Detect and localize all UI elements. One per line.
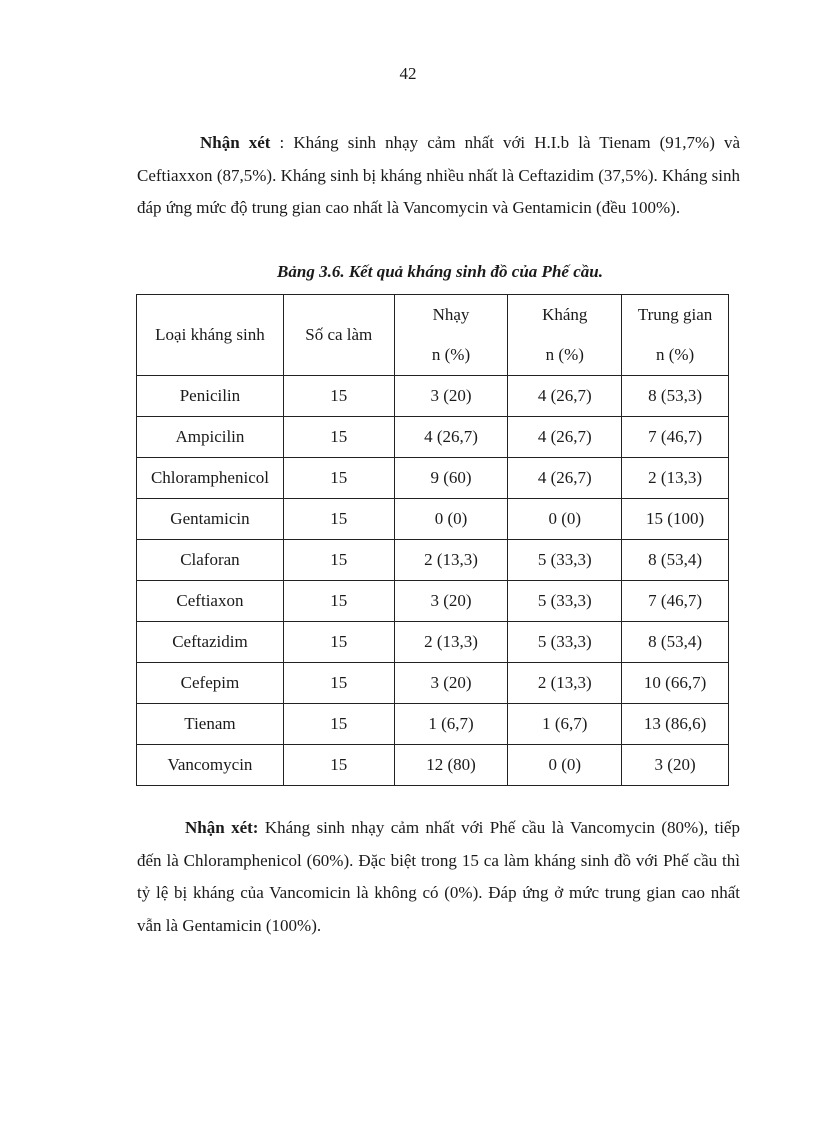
remark-text: : Kháng sinh nhạy cảm nhất với H.I.b là Tienam (91,7%) và Ceftiaxxon (87,5%). Kháng sinh bị kháng nhiều nhất là Ceftazidim (37,5%). Kháng sinh đáp ứng mức độ trung gian cao nhất là Vancomycin và Gentamicin (đều 100%). xyxy=(137,133,740,217)
cell-case-count: 15 xyxy=(283,704,394,745)
cell-resistant: 5 (33,3) xyxy=(508,581,622,622)
cell-intermediate: 8 (53,4) xyxy=(622,622,729,663)
cell-resistant: 0 (0) xyxy=(508,499,622,540)
cell-sensitive: 3 (20) xyxy=(394,663,508,704)
header-antibiotic: Loại kháng sinh xyxy=(137,295,284,376)
cell-case-count: 15 xyxy=(283,499,394,540)
cell-sensitive: 9 (60) xyxy=(394,458,508,499)
cell-sensitive: 3 (20) xyxy=(394,581,508,622)
table-row xyxy=(137,376,729,417)
cell-sensitive: 4 (26,7) xyxy=(394,417,508,458)
cell-antibiotic: Cefepim xyxy=(137,663,284,704)
cell-case-count: 15 xyxy=(283,540,394,581)
cell-antibiotic: Tienam xyxy=(137,704,284,745)
cell-intermediate: 8 (53,4) xyxy=(622,540,729,581)
cell-resistant: 4 (26,7) xyxy=(508,417,622,458)
remark-label: Nhận xét: xyxy=(185,818,259,837)
cell-sensitive: 2 (13,3) xyxy=(394,622,508,663)
cell-intermediate: 15 (100) xyxy=(622,499,729,540)
cell-antibiotic: Ceftazidim xyxy=(137,622,284,663)
cell-intermediate: 7 (46,7) xyxy=(622,581,729,622)
cell-intermediate: 2 (13,3) xyxy=(622,458,729,499)
cell-intermediate: 10 (66,7) xyxy=(622,663,729,704)
remark-text: Kháng sinh nhạy cảm nhất với Phế cầu là Vancomycin (80%), tiếp đến là Chloramphenicol (60%). Đặc biệt trong 15 ca làm kháng sinh đồ với Phế cầu thì tỷ lệ bị kháng của Vancomicin là không có (0%). Đáp ứng ở mức trung gian cao nhất vẫn là Gentamicin (100%). xyxy=(137,818,740,935)
cell-resistant: 4 (26,7) xyxy=(508,376,622,417)
cell-case-count: 15 xyxy=(283,458,394,499)
cell-antibiotic: Ceftiaxon xyxy=(137,581,284,622)
cell-case-count: 15 xyxy=(283,622,394,663)
cell-case-count: 15 xyxy=(283,581,394,622)
table-row xyxy=(137,663,729,704)
cell-resistant: 4 (26,7) xyxy=(508,458,622,499)
cell-antibiotic: Ampicilin xyxy=(137,417,284,458)
cell-sensitive: 2 (13,3) xyxy=(394,540,508,581)
cell-sensitive: 1 (6,7) xyxy=(394,704,508,745)
table-caption: Bảng 3.6. Kết quả kháng sinh đồ của Phế cầu. xyxy=(277,262,603,281)
cell-case-count: 15 xyxy=(283,745,394,786)
cell-intermediate: 13 (86,6) xyxy=(622,704,729,745)
header-resistant: Kháng n (%) xyxy=(508,295,622,376)
cell-case-count: 15 xyxy=(283,417,394,458)
table-row xyxy=(137,745,729,786)
cell-resistant: 5 (33,3) xyxy=(508,540,622,581)
header-case-count: Số ca làm xyxy=(283,295,394,376)
cell-intermediate: 3 (20) xyxy=(622,745,729,786)
cell-resistant: 5 (33,3) xyxy=(508,622,622,663)
cell-antibiotic: Penicilin xyxy=(137,376,284,417)
header-intermediate: Trung gian n (%) xyxy=(622,295,729,376)
table-row xyxy=(137,540,729,581)
table-row xyxy=(137,458,729,499)
header-sensitive: Nhạy n (%) xyxy=(394,295,508,376)
cell-sensitive: 0 (0) xyxy=(394,499,508,540)
page-number: 42 xyxy=(399,64,417,83)
table-row xyxy=(137,622,729,663)
table-header-row xyxy=(137,295,729,376)
table-row xyxy=(137,499,729,540)
cell-intermediate: 7 (46,7) xyxy=(622,417,729,458)
table-row xyxy=(137,417,729,458)
antibiogram-table xyxy=(136,294,729,786)
cell-resistant: 1 (6,7) xyxy=(508,704,622,745)
remark-label: Nhận xét xyxy=(200,133,271,152)
table-row xyxy=(137,581,729,622)
cell-resistant: 2 (13,3) xyxy=(508,663,622,704)
cell-antibiotic: Vancomycin xyxy=(137,745,284,786)
cell-resistant: 0 (0) xyxy=(508,745,622,786)
cell-antibiotic: Chloramphenicol xyxy=(137,458,284,499)
cell-case-count: 15 xyxy=(283,376,394,417)
cell-antibiotic: Gentamicin xyxy=(137,499,284,540)
table-row xyxy=(137,704,729,745)
remark-paragraph-hib xyxy=(137,127,740,225)
cell-antibiotic: Claforan xyxy=(137,540,284,581)
remark-paragraph-pneumococcus xyxy=(137,812,740,942)
cell-case-count: 15 xyxy=(283,663,394,704)
cell-sensitive: 12 (80) xyxy=(394,745,508,786)
cell-sensitive: 3 (20) xyxy=(394,376,508,417)
cell-intermediate: 8 (53,3) xyxy=(622,376,729,417)
